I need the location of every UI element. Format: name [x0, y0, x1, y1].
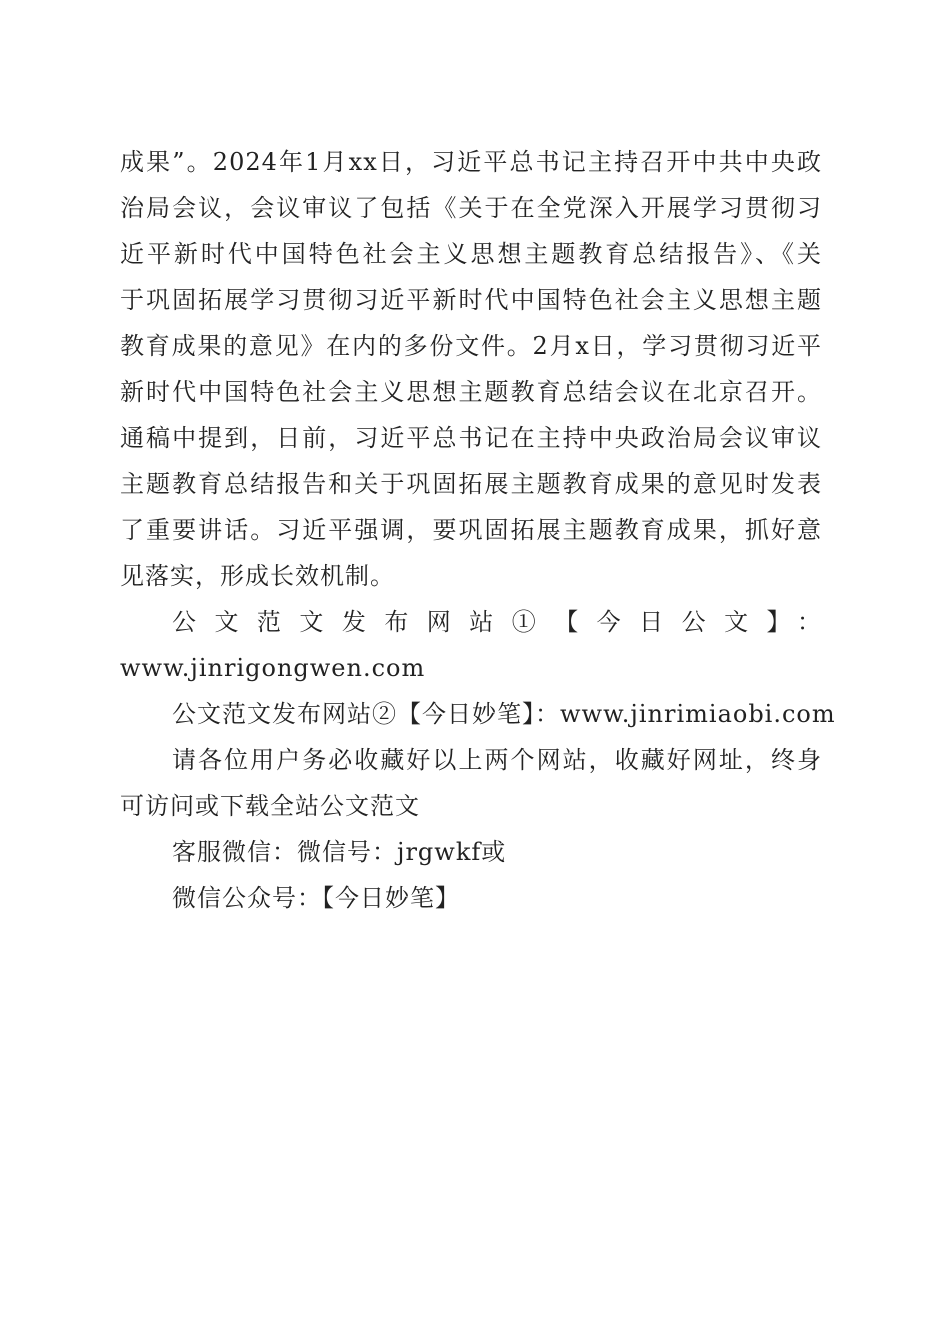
body-line-2: 治局会议，会议审议了包括《关于在全党深入开展学习贯彻习: [120, 194, 822, 222]
reminder-line-2: 可访问或下载全站公文范文: [120, 792, 420, 820]
reminder-line-1: 请各位用户务必收藏好以上两个网站，收藏好网址，终身: [172, 746, 822, 774]
body-line-7: 通稿中提到，日前，习近平总书记在主持中央政治局会议审议: [120, 424, 822, 452]
body-line-10: 见落实，形成长效机制。: [120, 562, 395, 590]
body-line-1: 成果”。2024年1月xx日，习近平总书记主持召开中共中央政: [120, 148, 822, 176]
site1-label: 公文范文发布网站①【今日公文】：: [172, 608, 822, 636]
site1-url: www.jinrigongwen.com: [120, 654, 426, 682]
official-account-line: 微信公众号：【今日妙笔】: [172, 884, 460, 912]
body-line-6: 新时代中国特色社会主义思想主题教育总结会议在北京召开。: [120, 378, 822, 406]
wechat-line: 客服微信：微信号：jrgwkf或: [172, 838, 507, 866]
body-line-8: 主题教育总结报告和关于巩固拓展主题教育成果的意见时发表: [120, 470, 822, 498]
body-line-5: 教育成果的意见》在内的多份文件。2月x日，学习贯彻习近平: [120, 332, 822, 360]
body-line-4: 于巩固拓展学习贯彻习近平新时代中国特色社会主义思想主题: [120, 286, 822, 314]
body-line-3: 近平新时代中国特色社会主义思想主题教育总结报告》、《关: [120, 240, 822, 268]
site2-line: 公文范文发布网站②【今日妙笔】：www.jinrimiaobi.com: [172, 700, 836, 728]
body-line-9: 了重要讲话。习近平强调，要巩固拓展主题教育成果，抓好意: [120, 516, 822, 544]
